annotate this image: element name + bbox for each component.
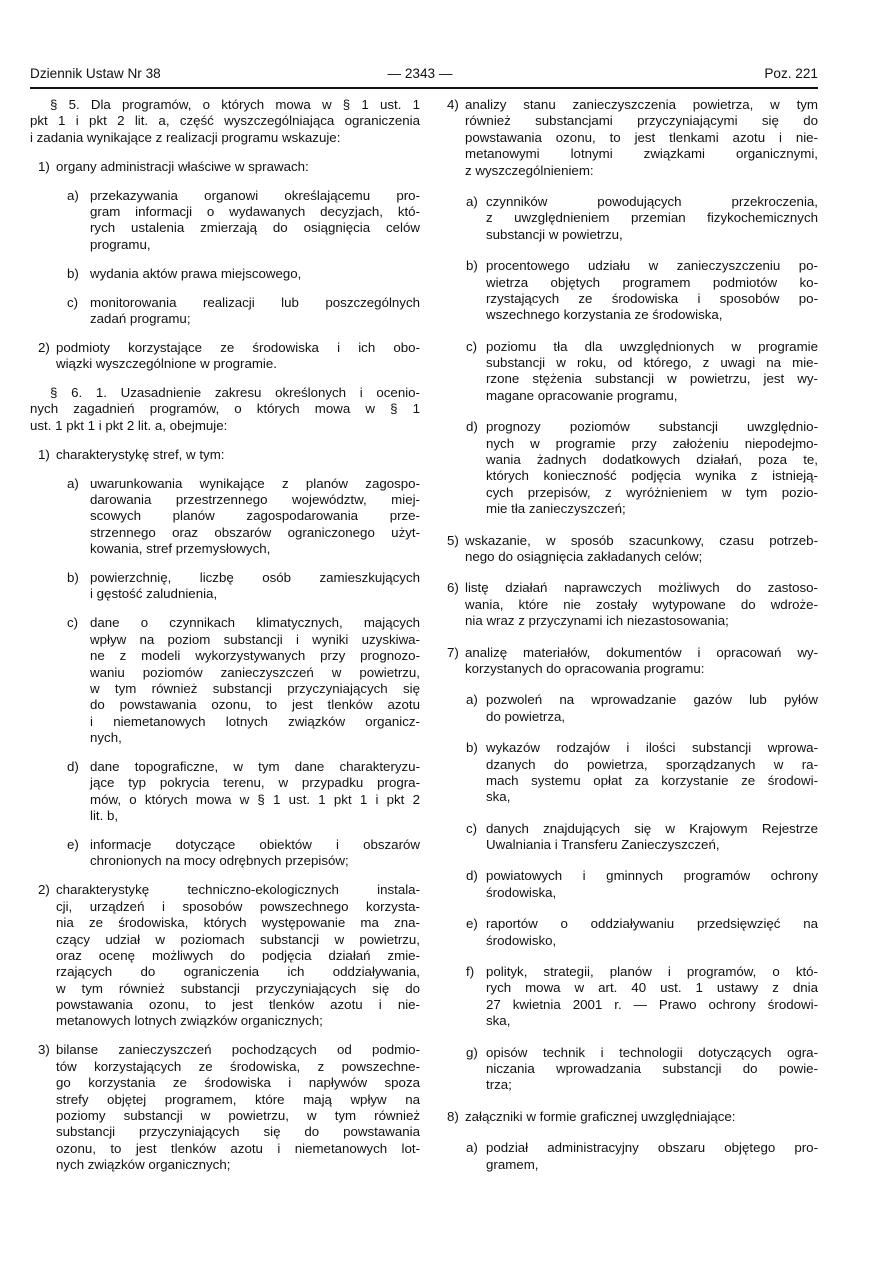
sub-list-item bbox=[30, 476, 420, 558]
text-line: czynników powodujących przekroczenia, bbox=[486, 193, 818, 209]
sub-list-item bbox=[443, 1140, 818, 1173]
text-line: uwarunkowania wynikające z planów zagospo- bbox=[90, 475, 420, 491]
text-line: danych znajdujących się w Krajowym Rejestrze bbox=[486, 820, 818, 836]
item-label: d) bbox=[466, 419, 478, 435]
list-item bbox=[443, 97, 818, 179]
text-line: rzających do ograniczenia ich oddziaływania, bbox=[56, 964, 420, 980]
text-line: § 5. Dla programów, o których mowa w § 1 ust. 1 bbox=[50, 97, 420, 112]
text-line: ska, bbox=[486, 1013, 511, 1029]
header-rule bbox=[30, 87, 818, 89]
text-line: cych przepisów, z wyróżnieniem w tym pozio- bbox=[486, 484, 818, 500]
item-label: d) bbox=[466, 868, 478, 884]
text-line: wykazów rodzajów i ilości substancji wprowa- bbox=[486, 740, 818, 756]
text-line: niczania wprowadzania substancji do powie- bbox=[486, 1060, 818, 1076]
text-line: z uwzględnieniem przemian fizykochemicznych bbox=[486, 210, 818, 226]
text-line: charakterystykę stref, w tym: bbox=[56, 446, 225, 462]
text-line: podmioty korzystające ze środowiska i ich obo- bbox=[56, 339, 420, 355]
left-column bbox=[30, 97, 420, 1186]
text-line: strzennego oraz obszarów ograniczonego użyt- bbox=[90, 524, 420, 540]
item-label: c) bbox=[67, 294, 79, 310]
item-label: c) bbox=[466, 820, 478, 836]
paragraph bbox=[30, 385, 420, 434]
item-label: b) bbox=[67, 265, 79, 281]
item-label: 4) bbox=[447, 97, 459, 112]
sub-list-item bbox=[443, 868, 818, 901]
text-line: wania, które nie zostały wytypowane do wdroże- bbox=[465, 596, 818, 612]
text-line: i zadania wynikające z realizacji programu wskazuje: bbox=[30, 129, 341, 145]
position-number: Poz. 221 bbox=[764, 66, 818, 81]
list-item bbox=[443, 580, 818, 629]
text-line: polityk, strategii, planów i programów, o któ- bbox=[486, 964, 818, 980]
text-line: rzone stężenia substancji w powietrzu, jest wy- bbox=[486, 371, 818, 387]
sub-list-item bbox=[443, 692, 818, 725]
sub-list-item bbox=[30, 837, 420, 870]
sub-list-item bbox=[443, 419, 818, 517]
text-line: wpływ na poziom substancji i wyniki uzyskiwa- bbox=[90, 631, 420, 647]
text-line: pkt 1 i pkt 2 lit. a, część wyszczególniająca ograniczenia bbox=[30, 113, 420, 129]
item-label: e) bbox=[67, 837, 79, 853]
text-line: dane o czynnikach klimatycznych, mających bbox=[90, 615, 420, 631]
text-line: których konieczność podjęcia wynika z istnieją- bbox=[486, 468, 818, 484]
list-item bbox=[30, 447, 420, 463]
text-line: cji, urządzeń i sposobów powszechnego korzysta- bbox=[56, 898, 420, 914]
text-line: dzanych do powietrza, sporządzanych w ra- bbox=[486, 756, 818, 772]
text-line: opisów technik i technologii dotyczących ogra- bbox=[486, 1044, 818, 1060]
text-line: procentowego udziału w zanieczyszczeniu po- bbox=[486, 258, 818, 274]
item-label: c) bbox=[67, 615, 79, 631]
text-line: powstawania ozonu, to jest tlenkami azotu i nie- bbox=[465, 129, 818, 145]
text-line: lit. b, bbox=[90, 808, 119, 824]
text-line: dane topograficzne, w tym dane charakteryzu- bbox=[90, 759, 420, 774]
text-line: 27 kwietnia 2001 r. — Prawo ochrony środowi- bbox=[486, 996, 818, 1012]
text-line: charakterystykę techniczno-ekologicznych instala- bbox=[56, 882, 420, 898]
text-line: rzystających ze środowiska i sposobów po- bbox=[486, 290, 818, 306]
item-label: b) bbox=[466, 740, 478, 756]
text-line: środowiska, bbox=[486, 884, 557, 900]
sub-list-item bbox=[30, 759, 420, 825]
sub-list-item bbox=[30, 615, 420, 746]
text-line: do powietrza, bbox=[486, 708, 566, 724]
item-label: a) bbox=[466, 193, 478, 209]
text-line: mie tła zanieczyszczeń; bbox=[486, 501, 626, 517]
sub-list-item bbox=[443, 821, 818, 854]
text-line: pozwoleń na wprowadzanie gazów lub pyłów bbox=[486, 692, 818, 708]
sub-list-item bbox=[443, 916, 818, 949]
item-label: a) bbox=[466, 692, 478, 708]
sub-list-item bbox=[30, 295, 420, 328]
text-line: wietrza objętych programem podmiotów ko- bbox=[486, 274, 818, 290]
sub-list-item bbox=[443, 339, 818, 405]
text-line: tów korzystających ze środowiska, z powszechne- bbox=[56, 1058, 420, 1074]
item-label: 1) bbox=[38, 446, 50, 462]
sub-list-item bbox=[443, 194, 818, 243]
text-line: oraz ocenę możliwych do podjęcia działań zmie- bbox=[56, 947, 420, 963]
text-line: z wyszczególnieniem: bbox=[465, 162, 594, 178]
sub-list-item bbox=[443, 258, 818, 324]
text-line: § 6. 1. Uzasadnienie zakresu określonych i ocenio- bbox=[50, 385, 420, 401]
text-line: scowych planów zagospodarowania prze- bbox=[90, 508, 420, 524]
list-item bbox=[443, 645, 818, 678]
text-line: nych zagadnień programów, o których mowa w § 1 bbox=[30, 401, 420, 417]
item-label: a) bbox=[67, 187, 79, 203]
text-line: rych ustalenia zmierzają do osiągnięcia celów bbox=[90, 220, 420, 236]
text-line: w tym również substancji przyczyniających się bbox=[90, 680, 420, 696]
text-line: darowania przestrzennego województw, miej- bbox=[90, 492, 420, 508]
text-line: do powstawania ozonu, to jest tlenków azotu bbox=[90, 697, 420, 713]
text-line: organy administracji właściwe w sprawach: bbox=[56, 158, 309, 174]
text-line: powierzchnię, liczbę osób zamieszkujących bbox=[90, 570, 420, 586]
text-line: substancji przyczyniających się do powstawania bbox=[56, 1124, 420, 1140]
text-line: analizy stanu zanieczyszczenia powietrza, w tym bbox=[465, 97, 818, 112]
text-line: również substancjami przyczyniającymi się do bbox=[465, 113, 818, 129]
text-line: rych mowa w art. 40 ust. 1 ustawy z dnia bbox=[486, 980, 818, 996]
text-line: powstawania ozonu, to jest tlenków azotu i nie- bbox=[56, 997, 420, 1013]
sub-list-item bbox=[30, 188, 420, 254]
text-line: waniu poziomów zanieczyszczeń w powietrzu, bbox=[90, 664, 420, 680]
sub-list-item bbox=[30, 570, 420, 603]
text-line: magane opracowanie programu, bbox=[486, 387, 678, 403]
text-line: substancji w roku, od którego, z uwagi na mie- bbox=[486, 355, 818, 371]
text-line: poziomy substancji w powietrzu, w tym również bbox=[56, 1107, 420, 1123]
text-line: środowisko, bbox=[486, 932, 557, 948]
list-item bbox=[443, 533, 818, 566]
text-line: nych w programie przy założeniu niepodejmo- bbox=[486, 435, 818, 451]
text-line: przekazywania organowi określającemu pro- bbox=[90, 187, 420, 203]
text-line: monitorowania realizacji lub poszczególnych bbox=[90, 294, 420, 310]
text-line: ozonu, to jest tlenków azotu i niemetanowych lot- bbox=[56, 1140, 420, 1156]
text-line: ska, bbox=[486, 789, 511, 805]
text-line: prognozy poziomów substancji uwzględnio- bbox=[486, 419, 818, 435]
item-label: 8) bbox=[447, 1108, 459, 1124]
text-line: powiatowych i gminnych programów ochrony bbox=[486, 868, 818, 884]
text-line: metanowych lotnych związków organicznych; bbox=[56, 1013, 323, 1029]
list-item bbox=[30, 159, 420, 175]
item-label: e) bbox=[466, 916, 478, 932]
list-item bbox=[30, 882, 420, 1030]
text-line: programu, bbox=[90, 236, 151, 252]
item-label: a) bbox=[466, 1140, 478, 1156]
text-line: poziomu tła dla uwzględnionych w programie bbox=[486, 338, 818, 354]
page-number: — 2343 — bbox=[387, 66, 453, 81]
text-line: substancji w powietrzu, bbox=[486, 226, 623, 242]
text-line: trza; bbox=[486, 1077, 512, 1093]
text-line: w tym również substancji przyczyniających się do bbox=[56, 980, 420, 996]
text-line: gramem, bbox=[486, 1156, 539, 1172]
text-line: załączniki w formie graficznej uwzględniające: bbox=[465, 1108, 736, 1124]
item-label: 3) bbox=[38, 1042, 50, 1058]
text-line: wydania aktów prawa miejscowego, bbox=[90, 265, 302, 281]
list-item bbox=[443, 1109, 818, 1125]
text-line: nych związków organicznych; bbox=[56, 1157, 231, 1173]
text-line: Uwalniania i Transferu Zanieczyszczeń, bbox=[486, 837, 720, 853]
item-label: a) bbox=[67, 475, 79, 491]
text-line: ust. 1 pkt 1 i pkt 2 lit. a, obejmuje: bbox=[30, 417, 228, 433]
text-line: nych, bbox=[90, 730, 122, 746]
text-line: nego do osiągnięcia zakładanych celów; bbox=[465, 548, 703, 564]
item-label: 2) bbox=[38, 339, 50, 355]
text-line: podział administracyjny obszaru objętego pro- bbox=[486, 1140, 818, 1156]
text-line: wskazanie, w sposób szacunkowy, czasu potrzeb- bbox=[465, 532, 818, 548]
item-label: 7) bbox=[447, 644, 459, 660]
item-label: d) bbox=[67, 759, 79, 774]
item-label: 2) bbox=[38, 882, 50, 898]
text-line: nia ze środowiska, których występowanie ma zna- bbox=[56, 915, 420, 931]
text-line: wszechnego korzystania ze środowiska, bbox=[486, 307, 723, 323]
text-line: chronionych na mocy odrębnych przepisów; bbox=[90, 853, 349, 869]
text-line: i niemetanowych lotnych związków organicz- bbox=[90, 713, 420, 729]
item-label: 1) bbox=[38, 158, 50, 174]
text-line: analizę materiałów, dokumentów i opracowań wy- bbox=[465, 644, 818, 660]
text-line: strefy objętej programem, które mają wpływ na bbox=[56, 1091, 420, 1107]
text-line: ne z modeli wykorzystywanych przy prognozo- bbox=[90, 648, 420, 664]
sub-list-item bbox=[30, 266, 420, 282]
item-label: c) bbox=[466, 338, 478, 354]
item-label: b) bbox=[466, 258, 478, 274]
text-line: raportów o oddziaływaniu przedsięwzięć na bbox=[486, 916, 818, 932]
sub-list-item bbox=[443, 1045, 818, 1094]
text-line: gram informacji o wydawanych decyzjach, któ- bbox=[90, 203, 420, 219]
text-line: zadań programu; bbox=[90, 310, 191, 326]
item-label: f) bbox=[466, 964, 475, 980]
text-line: mów, o których mowa w § 1 ust. 1 pkt 1 i pkt 2 bbox=[90, 791, 420, 807]
text-line: jące typ pokrycia terenu, w przypadku progra- bbox=[90, 775, 420, 791]
paragraph bbox=[30, 97, 420, 146]
sub-list-item bbox=[443, 740, 818, 806]
journal-title: Dziennik Ustaw Nr 38 bbox=[30, 66, 161, 81]
right-column bbox=[443, 97, 818, 1188]
text-line: listę działań naprawczych możliwych do zastoso- bbox=[465, 580, 818, 596]
list-item bbox=[30, 340, 420, 373]
text-line: czący udział w poziomach substancji w powietrzu, bbox=[56, 931, 420, 947]
text-line: i gęstość zaludnienia, bbox=[90, 586, 218, 602]
text-line: wania żadnych dodatkowych działań, poza te, bbox=[486, 452, 818, 468]
text-line: kowania, stref przemysłowych, bbox=[90, 541, 271, 557]
item-label: 5) bbox=[447, 532, 459, 548]
text-line: informacje dotyczące obiektów i obszarów bbox=[90, 837, 420, 853]
item-label: 6) bbox=[447, 580, 459, 596]
text-line: wiązki wyszczególnione w programie. bbox=[56, 356, 277, 372]
text-line: korzystanych do opracowania programu: bbox=[465, 660, 705, 676]
sub-list-item bbox=[443, 964, 818, 1030]
list-item bbox=[30, 1042, 420, 1173]
item-label: b) bbox=[67, 570, 79, 586]
text-line: mach systemu opłat za korzystanie ze środowi- bbox=[486, 772, 818, 788]
text-line: metanowymi lotnymi związkami organicznymi, bbox=[465, 146, 818, 162]
text-line: go korzystania ze środowiska i napływów spoza bbox=[56, 1075, 420, 1091]
item-label: g) bbox=[466, 1044, 478, 1060]
text-line: nia wraz z przyczynami ich niezastosowania; bbox=[465, 613, 729, 629]
text-line: bilanse zanieczyszczeń pochodzących od podmio- bbox=[56, 1042, 420, 1058]
